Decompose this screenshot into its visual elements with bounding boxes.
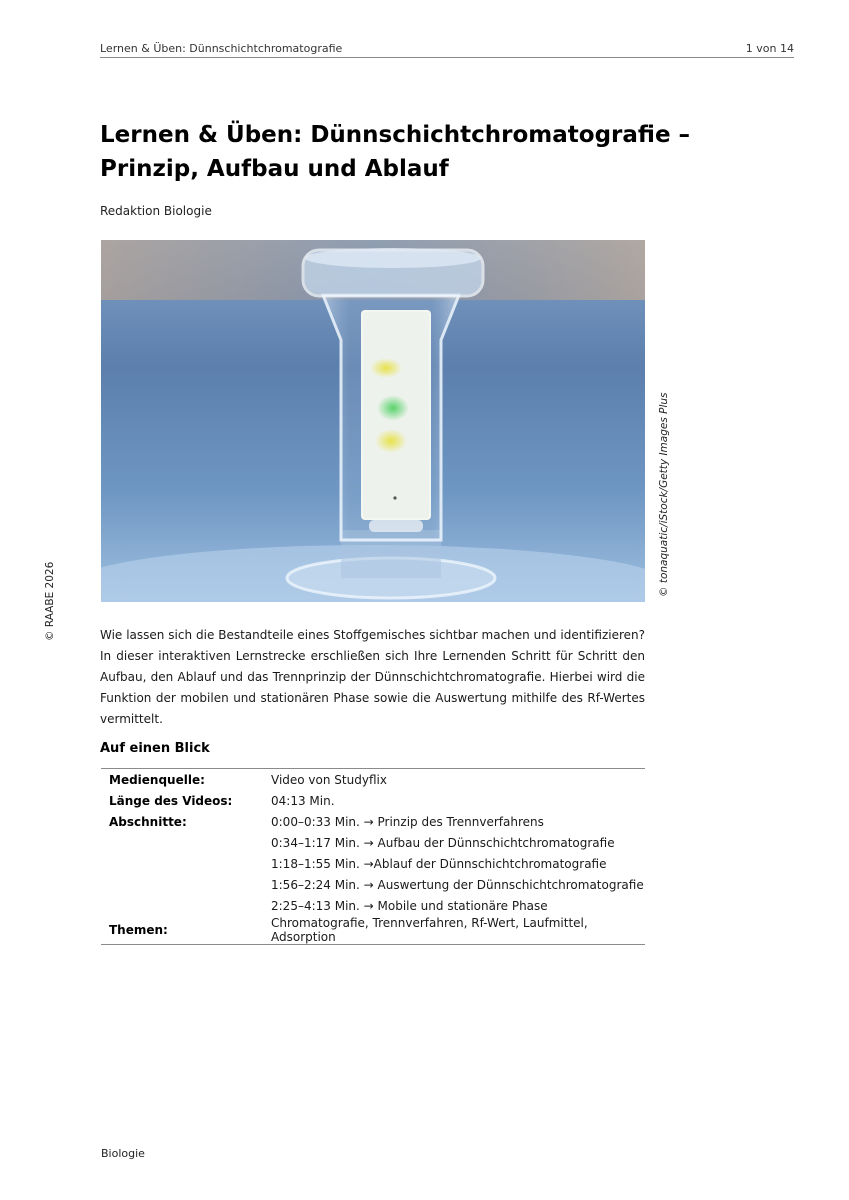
row-value: 1:56–2:24 Min. → Auswertung der Dünnschichtchromatografie bbox=[271, 877, 644, 892]
table-row bbox=[101, 769, 645, 791]
row-value: Chromatografie, Trennverfahren, Rf-Wert, Laufmittel, Adsorption bbox=[271, 916, 588, 944]
row-key bbox=[101, 853, 271, 874]
table-row bbox=[101, 874, 645, 895]
footer-subject: Biologie bbox=[101, 1147, 145, 1160]
row-key: Abschnitte: bbox=[109, 814, 187, 829]
row-key: Themen: bbox=[109, 923, 168, 937]
row-value: 2:25–4:13 Min. → Mobile und stationäre Phase bbox=[271, 898, 548, 913]
row-key bbox=[101, 874, 271, 895]
row-key bbox=[101, 832, 271, 853]
page-title: Lernen & Üben: Dünnschichtchromatografie – Prinzip, Aufbau und Ablauf bbox=[100, 122, 691, 182]
row-key: Medienquelle: bbox=[109, 772, 205, 787]
intro-paragraph: Wie lassen sich die Bestandteile eines Stoffgemisches sichtbar machen und identifizieren? In dieser interaktiven Lernstrecke erschließen sich Ihre Lernenden Schritt für Schritt den Aufbau, den Ablauf und das Trennprinzip der Dünnschichtchromatografie. Hierbei wird die Funktion der mobilen und stationären Phase sowie die Auswertung mithilfe des Rf-Wertes vermittelt. bbox=[100, 628, 645, 726]
running-header bbox=[100, 40, 794, 58]
row-value: 0:34–1:17 Min. → Aufbau der Dünnschichtchromatografie bbox=[271, 835, 615, 850]
table-row bbox=[101, 811, 645, 832]
row-value: 0:00–0:33 Min. → Prinzip des Trennverfahrens bbox=[271, 814, 544, 829]
overview-table bbox=[101, 768, 645, 945]
overview-heading: Auf einen Blick bbox=[100, 741, 210, 756]
row-value: 04:13 Min. bbox=[271, 793, 335, 808]
table-row bbox=[101, 895, 645, 916]
chromatography-photo bbox=[101, 240, 645, 602]
table-row bbox=[101, 853, 645, 874]
table-row bbox=[101, 916, 645, 945]
side-copyright: © RAABE 2026 bbox=[44, 561, 56, 641]
author: Redaktion Biologie bbox=[100, 204, 212, 218]
table-row bbox=[101, 832, 645, 853]
image-credit: © tonaquatic/iStock/Getty Images Plus bbox=[658, 392, 670, 597]
row-key bbox=[101, 895, 271, 916]
running-title: Lernen & Üben: Dünnschichtchromatografie bbox=[100, 42, 343, 55]
row-value: 1:18–1:55 Min. →Ablauf der Dünnschichtchromatografie bbox=[271, 856, 607, 871]
row-value: Video von Studyflix bbox=[271, 772, 387, 787]
row-key: Länge des Videos: bbox=[109, 793, 233, 808]
table-row bbox=[101, 790, 645, 811]
page-number: 1 von 14 bbox=[745, 42, 794, 55]
